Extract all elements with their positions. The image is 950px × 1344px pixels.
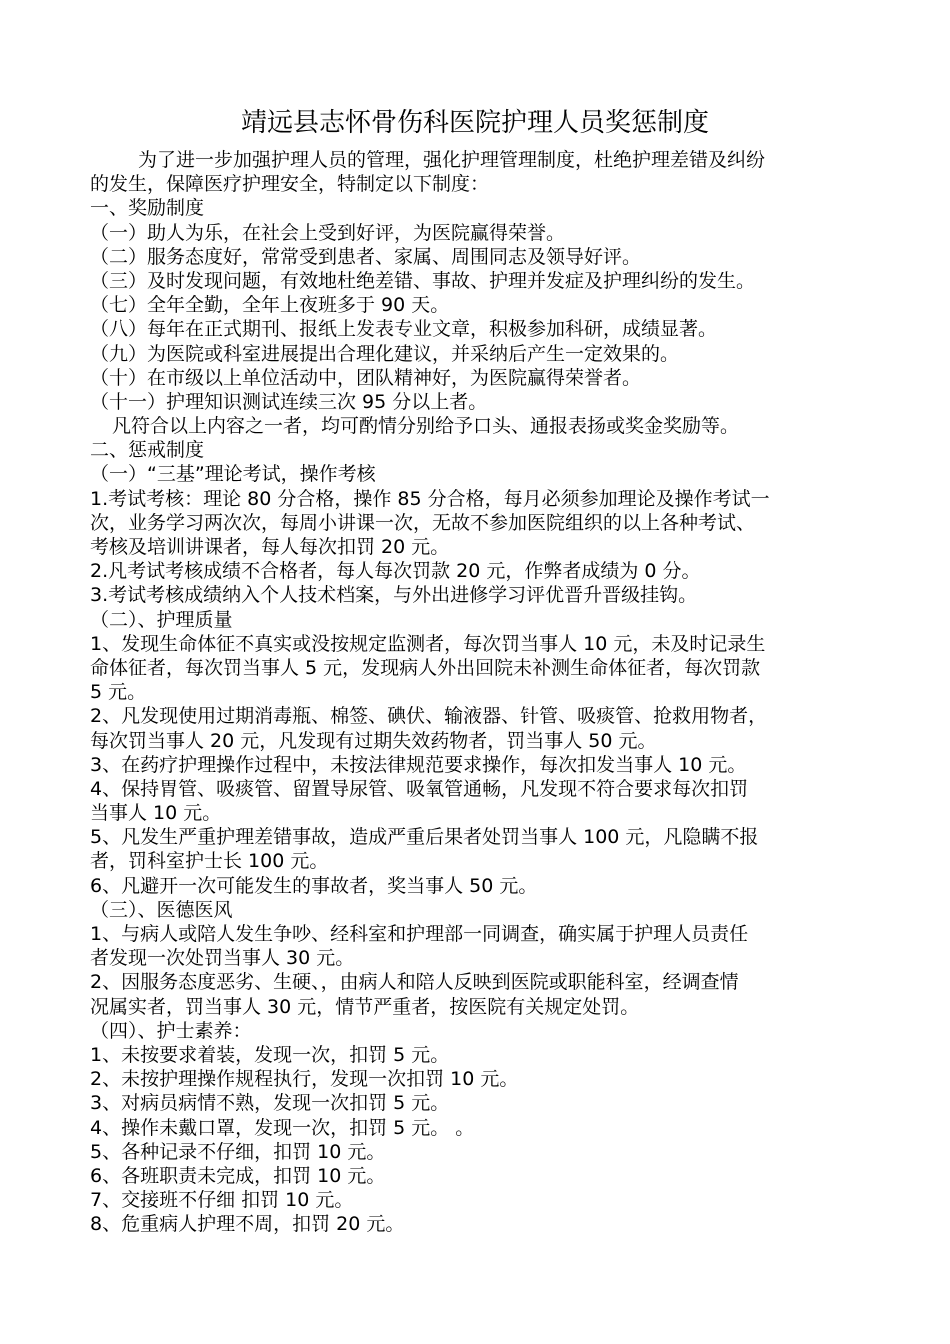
penalty-line: 1.考试考核：理论 80 分合格，操作 85 分合格，每月必须参加理论及操作考试一 — [90, 487, 770, 510]
penalty-line: 1、未按要求着装，发现一次，扣罚 5 元。 — [90, 1043, 450, 1066]
reward-item: （十一）护理知识测试连续三次 95 分以上者。 — [90, 390, 488, 413]
penalty-line: 6、各班职责未完成，扣罚 10 元。 — [90, 1164, 386, 1187]
penalty-line: 8、危重病人护理不周，扣罚 20 元。 — [90, 1213, 405, 1236]
intro-line: 为了进一步加强护理人员的管理，强化护理管理制度，杜绝护理差错及纠纷 — [138, 149, 766, 171]
penalty-line: 5、凡发生严重护理差错事故，造成严重后果者处罚当事人 100 元，凡隐瞒不报 — [90, 826, 759, 849]
penalty-section-heading: （二）、护理质量 — [90, 608, 233, 631]
reward-item: （二）服务态度好，常常受到患者、家属、周围同志及领导好评。 — [90, 245, 642, 268]
reward-summary: 凡符合以上内容之一者，均可酌情分别给予口头、通报表扬或奖金奖励等。 — [112, 415, 740, 438]
reward-item: （九）为医院或科室进展提出合理化建议，并采纳后产生一定效果的。 — [90, 342, 680, 365]
penalty-line: 2、未按护理操作规程执行，发现一次扣罚 10 元。 — [90, 1068, 519, 1091]
penalty-line: 命体征者，每次罚当事人 5 元，发现病人外出回院未补测生命体征者，每次罚款 — [90, 656, 761, 679]
penalty-line: 者，罚科室护士长 100 元。 — [90, 850, 329, 873]
reward-item: （三）及时发现问题，有效地杜绝差错、事故、护理并发症及护理纠纷的发生。 — [90, 269, 756, 292]
penalty-line: 4、保持胃管、吸痰管、留置导尿管、吸氧管通畅，凡发现不符合要求每次扣罚 — [90, 777, 749, 800]
penalty-line: 1、与病人或陪人发生争吵、经科室和护理部一同调查，确实属于护理人员责任 — [90, 923, 749, 945]
penalty-line: 当事人 10 元。 — [90, 802, 222, 825]
penalty-line: 次，业务学习两次次，每周小讲课一次，无故不参加医院组织的以上各种考试、 — [90, 511, 756, 534]
penalty-line: 5 元。 — [90, 681, 147, 704]
penalty-heading: 二、惩戒制度 — [90, 439, 205, 462]
intro-line: 的发生，保障医疗护理安全，特制定以下制度： — [90, 173, 490, 196]
penalty-line: 4、操作未戴口罩，发现一次，扣罚 5 元。 。 — [90, 1116, 475, 1139]
penalty-line: 3.考试考核成绩纳入个人技术档案，与外出进修学习评优晋升晋级挂钩。 — [90, 584, 698, 607]
penalty-line: 3、对病员病情不熟，发现一次扣罚 5 元。 — [90, 1092, 450, 1115]
penalty-line: 者发现一次处罚当事人 30 元。 — [90, 947, 355, 970]
reward-item: （一）助人为乐，在社会上受到好评，为医院赢得荣誉。 — [90, 221, 566, 244]
penalty-line: 7、交接班不仔细 扣罚 10 元。 — [90, 1189, 354, 1212]
penalty-line: 6、凡避开一次可能发生的事故者，奖当事人 50 元。 — [90, 874, 538, 897]
penalty-section-heading: （三）、医德医风 — [90, 898, 233, 921]
reward-item: （七）全年全勤，全年上夜班多于 90 天。 — [90, 294, 450, 317]
reward-heading: 一、奖励制度 — [90, 197, 205, 220]
penalty-line: 1、发现生命体征不真实或没按规定监测者，每次罚当事人 10 元，未及时记录生 — [90, 632, 766, 655]
penalty-line: 每次罚当事人 20 元，凡发现有过期失效药物者，罚当事人 50 元。 — [90, 729, 657, 752]
document-title: 靖远县志怀骨伤科医院护理人员奖惩制度 — [240, 108, 709, 138]
penalty-line: 2、因服务态度恶劣、生硬、，由病人和陪人反映到医院或职能科室，经调查情 — [90, 971, 739, 994]
penalty-line: 2.凡考试考核成绩不合格者，每人每次罚款 20 元，作弊者成绩为 0 分。 — [90, 560, 701, 583]
reward-item: （十）在市级以上单位活动中，团队精神好，为医院赢得荣誉者。 — [90, 366, 642, 389]
penalty-section-heading: （四）、护士素养： — [90, 1019, 252, 1042]
reward-item: （八）每年在正式期刊、报纸上发表专业文章，积极参加科研，成绩显著。 — [90, 318, 718, 341]
document-body — [90, 148, 890, 1236]
penalty-line: 考核及培训讲课者，每人每次扣罚 20 元。 — [90, 536, 450, 558]
penalty-line: 5、各种记录不仔细，扣罚 10 元。 — [90, 1140, 386, 1163]
penalty-line: 2、凡发现使用过期消毒瓶、棉签、碘伏、输液器、针管、吸痰管、抢救用物者， — [90, 705, 768, 728]
penalty-section-heading: （一）“三基”理论考试，操作考核 — [90, 463, 376, 486]
penalty-line: 3、在药疗护理操作过程中，未按法律规范要求操作，每次扣发当事人 10 元。 — [90, 753, 747, 776]
penalty-line: 况属实者，罚当事人 30 元，情节严重者，按医院有关规定处罚。 — [90, 995, 640, 1018]
